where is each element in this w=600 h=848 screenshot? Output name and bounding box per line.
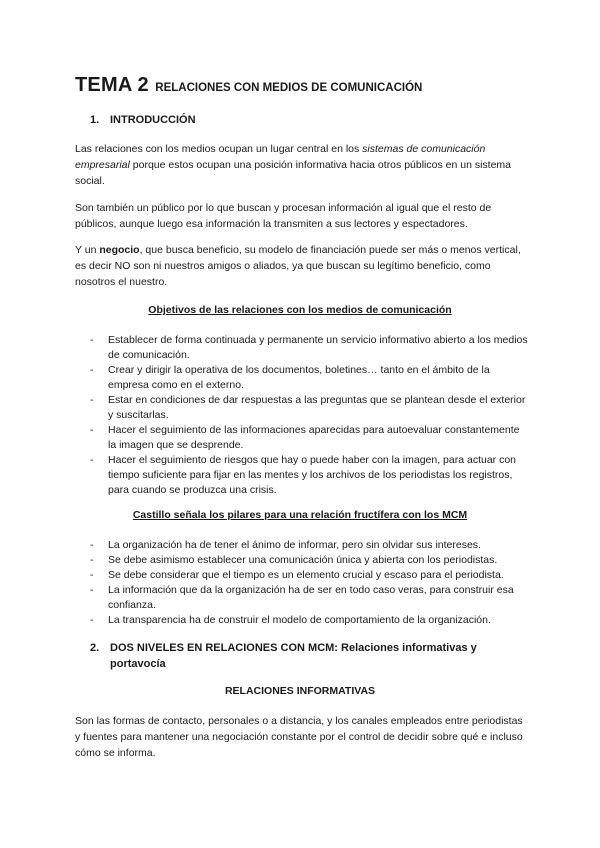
list-item: - Establecer de forma continuada y permanente un servicio informativo abierto a los medios de comunicación. bbox=[90, 334, 528, 361]
list-item-text: La organización ha de tener el ánimo de informar, pero sin olvidar sus intereses. bbox=[108, 539, 481, 551]
title-subtitle: RELACIONES CON MEDIOS DE COMUNICACIÓN bbox=[155, 82, 423, 94]
title-tema: TEMA 2 bbox=[75, 74, 149, 96]
intro-p3-text-a: Y un bbox=[75, 244, 100, 256]
list-item: - La transparencia ha de construir el modelo de comportamiento de la organización. bbox=[90, 614, 491, 626]
list-item-text: La información que da la organización ha de ser en todo caso veras, para construir esa confianza. bbox=[108, 584, 514, 611]
intro-p3-bold: negocio bbox=[99, 244, 140, 256]
list-item-text: Se debe considerar que el tiempo es un elemento crucial y escaso para el periodista. bbox=[108, 569, 504, 581]
relaciones-paragraph: Son las formas de contacto, personales o a distancia, y los canales empleados entre periodistas y fuentes para mantener una negociación constante por el control de decidir sobre qué e incluso cómo se informa. bbox=[75, 715, 523, 759]
objetivos-list bbox=[90, 333, 530, 498]
list-item-text: Estar en condiciones de dar respuestas a las preguntas que se plantean desde el exterior y suscitarlas. bbox=[108, 394, 526, 421]
list-item-text: Establecer de forma continuada y permanente un servicio informativo abierto a los medios de comunicación. bbox=[108, 334, 528, 361]
intro-paragraph-3 bbox=[75, 242, 525, 290]
section-2-title: DOS NIVELES EN RELACIONES CON MCM: Relaciones informativas y portavocía bbox=[110, 642, 477, 670]
page-title bbox=[75, 74, 422, 97]
list-item-text: La transparencia ha de construir el modelo de comportamiento de la organización. bbox=[108, 614, 491, 626]
list-item: - Se debe considerar que el tiempo es un elemento crucial y escaso para el periodista. bbox=[90, 569, 504, 581]
list-item-text: Hacer el seguimiento de las informaciones aparecidas para autoevaluar constantemente la imagen que se desprende. bbox=[108, 424, 520, 451]
list-item-text: Se debe asimismo establecer una comunicación única y abierta con los periodistas. bbox=[108, 554, 498, 566]
list-item: - Estar en condiciones de dar respuestas a las preguntas que se plantean desde el exterior y suscitarlas. bbox=[90, 394, 526, 421]
section-1-number: 1. bbox=[90, 114, 100, 126]
intro-paragraph-2: Son también un público por lo que buscan y procesan información al igual que el resto de públicos, aunque luego esa información la transmiten a sus lectores y espectadores. bbox=[75, 202, 492, 230]
list-item: - La información que da la organización ha de ser en todo caso veras, para construir esa confianza. bbox=[90, 584, 514, 611]
intro-p1-text-a: Las relaciones con los medios ocupan un lugar central en los bbox=[75, 143, 363, 155]
list-item: - La organización ha de tener el ánimo de informar, pero sin olvidar sus intereses. bbox=[90, 539, 481, 551]
section-1-title: INTRODUCCIÓN bbox=[110, 114, 196, 126]
list-item-text: Crear y dirigir la operativa de los documentos, boletines… tanto en el ámbito de la empresa como en el externo. bbox=[108, 364, 490, 391]
list-item: - Crear y dirigir la operativa de los documentos, boletines… tanto en el ámbito de la empresa como en el externo. bbox=[90, 364, 490, 391]
intro-p3-text-b: , que busca beneficio, su modelo de financiación puede ser más o menos vertical, es decir NO son ni nuestros amigos o aliados, ya que buscan su legítimo beneficio, como nosotros el nuestro. bbox=[75, 244, 521, 288]
objetivos-heading: Objetivos de las relaciones con los medios de comunicación bbox=[148, 304, 452, 316]
section-2-number: 2. bbox=[90, 642, 100, 654]
intro-p1-italic: sistemas de comunicación empresarial bbox=[75, 143, 486, 171]
intro-p1-text-b: porque estos ocupan una posición informativa hacia otros públicos en un sistema social. bbox=[75, 159, 512, 187]
list-item: - Se debe asimismo establecer una comunicación única y abierta con los periodistas. bbox=[90, 554, 498, 566]
relaciones-heading: RELACIONES INFORMATIVAS bbox=[224, 685, 376, 697]
list-item: - Hacer el seguimiento de riesgos que hay o puede haber con la imagen, para actuar con tiempo suficiente para fijar en las mentes y los archivos de los periodistas los registros, para cuando se produzca una crisis. bbox=[90, 454, 517, 496]
pilares-list bbox=[90, 538, 530, 628]
list-item-text: Hacer el seguimiento de riesgos que hay o puede haber con la imagen, para actuar con tiempo suficiente para fijar en las mentes y los archivos de los periodistas los registros, para cuando se produzca una crisis. bbox=[108, 454, 517, 496]
pilares-heading: Castillo señala los pilares para una relación fructífera con los MCM bbox=[132, 509, 468, 521]
list-item: - Hacer el seguimiento de las informaciones aparecidas para autoevaluar constantemente la imagen que se desprende. bbox=[90, 424, 520, 451]
section-1-heading bbox=[90, 114, 196, 126]
section-2-heading bbox=[90, 640, 520, 672]
intro-paragraph-1 bbox=[75, 141, 525, 189]
